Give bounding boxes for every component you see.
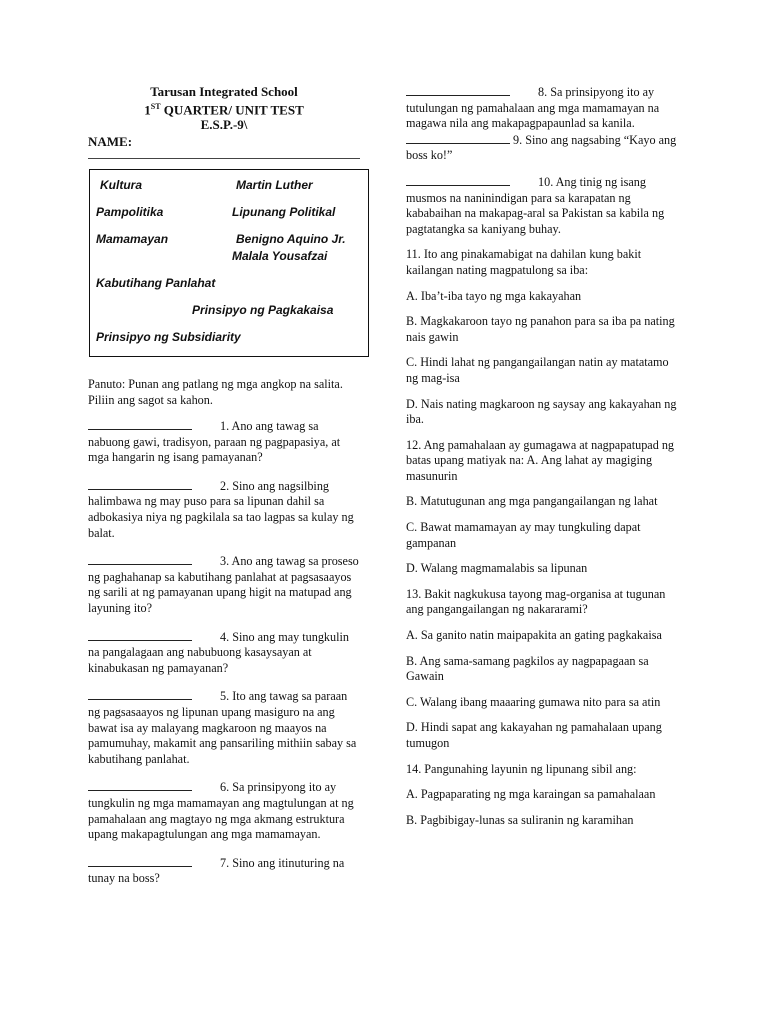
question-3 (88, 553, 360, 616)
name-line[interactable] (88, 158, 360, 159)
choice-kabutihang-panlahat: Kabutihang Panlahat (96, 275, 216, 290)
question-10-text: 10. Ang tinig ng isang musmos na naninindigan para sa karapatan ng kababaihan na makapag-aral sa Pakistan sa kabila ng pagtatangka sa kaniyang buhay. (406, 174, 665, 236)
q11-option-d: D. Nais nating magkaroon ng saysay ang kakayahan ng iba. (406, 396, 677, 427)
q14-option-a: A. Pagpaparating ng mga karaingan sa pamahalaan (406, 787, 656, 802)
answer-blank-3[interactable] (88, 553, 192, 565)
question-12: 12. Ang pamahalaan ay gumagawa at nagpapatupad ng batas upang matiyak na: A. Ang lahat ay magiging masunurin (406, 437, 675, 483)
choice-mamamayan: Mamamayan (96, 231, 169, 246)
subject-title: E.S.P.-9\ (200, 117, 248, 133)
choice-prinsipyo-subsidiarity: Prinsipyo ng Subsidiarity (96, 329, 241, 344)
question-6 (88, 779, 360, 842)
question-6-text: 6. Sa prinsipyong ito ay tungkulin ng mga mamamayan ang magtulungan at ng pamahalaan ang magtayo ng mga akmang estruktura upang makapagtulungan ang mga mamamayan. (88, 780, 354, 842)
choice-benigno-aquino: Benigno Aquino Jr. (236, 231, 346, 246)
answer-blank-4[interactable] (88, 629, 192, 641)
question-5-text: 5. Ito ang tawag sa paraan ng pagsasaayos ng lipunan upang masiguro na ang bawat isa ay malayang magkaroon ng maayos na pamumuhay, makamit ang pansariling mithiin sabay sa kabutihang panlahat. (88, 689, 357, 766)
school-name: Tarusan Integrated School (150, 84, 298, 99)
question-4-text: 4. Sino ang may tungkulin na pangalagaan ang nabubuong kasaysayan at kinabukasan ng pamayanan? (88, 629, 349, 675)
choice-prinsipyo-pagkakaisa: Prinsipyo ng Pagkakaisa (192, 302, 334, 317)
question-14: 14. Pangunahing layunin ng lipunang sibil ang: (406, 761, 637, 776)
choice-martin-luther: Martin Luther (236, 177, 313, 192)
question-1-text: 1. Ano ang tawag sa nabuong gawi, tradisyon, paraan ng pagpapasiya, at mga hangarin ng isang pamayanan? (88, 419, 341, 465)
q14-option-b: B. Pagbibigay-lunas sa suliranin ng karamihan (406, 812, 634, 827)
choice-lipunang-politikal: Lipunang Politikal (232, 204, 336, 219)
question-11: 11. Ito ang pinakamabigat na dahilan kung bakit kailangan nating magpatulong sa iba: (406, 247, 642, 277)
question-2 (88, 478, 360, 541)
left-column (88, 84, 360, 899)
answer-blank-6[interactable] (88, 779, 192, 791)
word-box (89, 169, 369, 357)
question-10 (406, 174, 678, 237)
answer-blank-9[interactable] (406, 132, 510, 144)
question-9-text: 9. Sino ang nagsabing “Kayo ang boss ko!” (406, 132, 677, 163)
directions: Panuto: Punan ang patlang ng mga angkop na salita. Piliin ang sagot sa kahon. (88, 376, 343, 407)
q13-option-b: B. Ang sama-samang pagkilos ay nagpapagaan sa Gawain (406, 653, 649, 684)
answer-blank-5[interactable] (88, 688, 192, 700)
question-13: 13. Bakit nagkukusa tayong mag-organisa at tugunan ang pangangailangan ng nakararami? (406, 586, 666, 617)
question-7 (88, 855, 360, 887)
answer-blank-7[interactable] (88, 855, 192, 867)
question-8 (406, 84, 678, 164)
choice-malala-yousafzai: Malala Yousafzai (232, 248, 328, 263)
question-2-text: 2. Sino ang nagsilbing halimbawa ng may puso para sa lipunan dahil sa adbokasiya niya ng pagkilala sa tao lagpas sa kulay ng balat. (88, 478, 354, 540)
quarter-superscript: ST (150, 102, 161, 111)
choice-pampolitika: Pampolitika (96, 204, 164, 219)
question-7-text: 7. Sino ang itinuturing na tunay na boss? (88, 855, 345, 886)
q13-option-c: C. Walang ibang maaaring gumawa nito para sa atin (406, 694, 661, 709)
question-3-text: 3. Ano ang tawag sa proseso ng paghahanap sa kabutihang panlahat at pagsasaayos ng sarili at ng pamayanan upang higit na matupad ang layuning ito? (88, 554, 359, 616)
question-1 (88, 418, 360, 466)
q11-option-b: B. Magkakaroon tayo ng panahon para sa iba pa nating nais gawin (406, 314, 675, 344)
quarter-number: 1 (144, 102, 151, 118)
answer-blank-10[interactable] (406, 174, 510, 186)
answer-blank-1[interactable] (88, 418, 192, 430)
q11-option-c: C. Hindi lahat ng pangangailangan natin ay matatamo ng mag-isa (406, 355, 669, 385)
question-8-text: 8. Sa prinsipyong ito ay tutulungan ng pamahalaan ang mga mamamayan na magawa nila ang makapagpapaunlad sa kanila. (406, 85, 660, 131)
q13-option-a: A. Sa ganito natin maipapakita an gating pagkakaisa (406, 628, 662, 643)
q13-option-d: D. Hindi sapat ang kakayahan ng pamahalaan upang tumugon (406, 720, 662, 750)
answer-blank-2[interactable] (88, 478, 192, 490)
question-4 (88, 629, 360, 677)
choice-kultura: Kultura (100, 177, 142, 192)
answer-blank-8[interactable] (406, 84, 510, 96)
question-5 (88, 688, 360, 767)
q12-option-c: C. Bawat mamamayan ay may tungkuling dapat gampanan (406, 520, 641, 550)
q12-option-d: D. Walang magmamalabis sa lipunan (406, 561, 588, 576)
quarter-title (88, 99, 360, 117)
quarter-text: QUARTER/ UNIT TEST (160, 102, 304, 118)
right-column (406, 84, 678, 838)
q12-option-b: B. Matutugunan ang mga pangangailangan ng lahat (406, 494, 658, 509)
q11-option-a: A. Iba’t-iba tayo ng mga kakayahan (406, 288, 582, 303)
name-label: NAME: (88, 134, 133, 150)
